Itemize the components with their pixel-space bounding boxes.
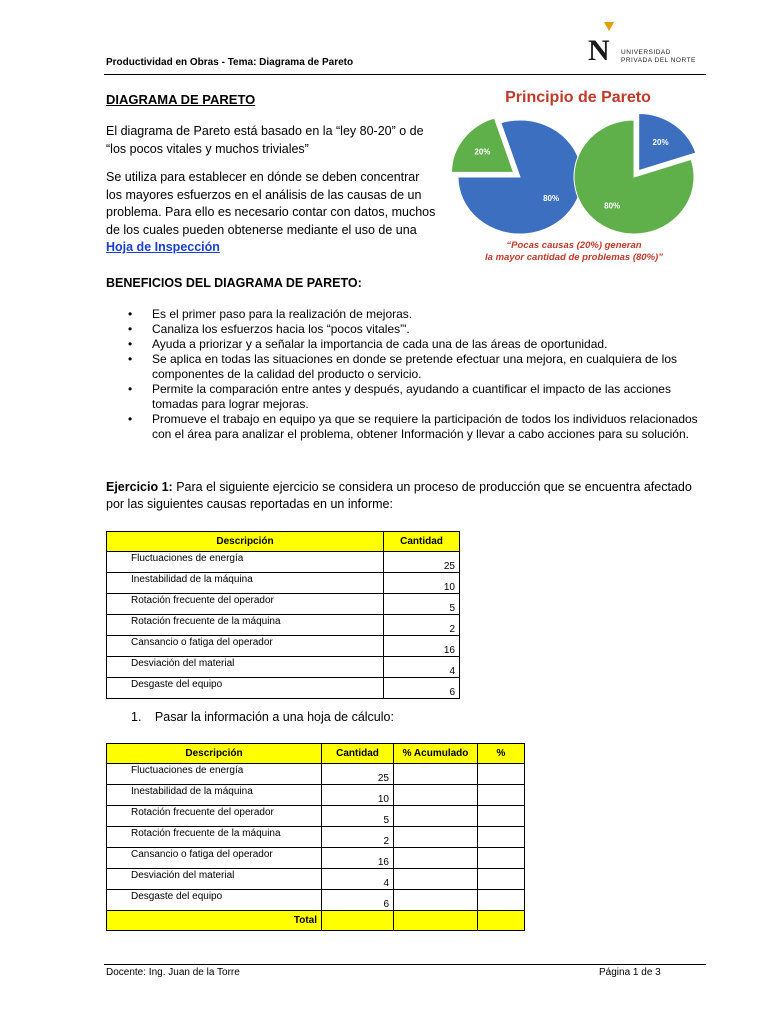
pie-label-small: 20% — [474, 147, 491, 157]
cell-desc: Desviación del material — [107, 657, 384, 678]
step-1 — [131, 710, 394, 724]
cell-qty: 4 — [384, 657, 460, 678]
cell-qty: 2 — [384, 615, 460, 636]
footer-page-number: Página 1 de 3 — [599, 967, 661, 978]
cell-qty: 6 — [322, 890, 394, 911]
cell-desc: Rotación frecuente de la máquina — [107, 615, 384, 636]
cell-acumulado[interactable] — [394, 827, 478, 848]
table-row — [107, 636, 460, 657]
hoja-inspeccion-link[interactable]: Hoja de Inspección — [106, 240, 220, 254]
cell-qty: 25 — [384, 552, 460, 573]
benefit-item: • Ayuda a priorizar y a señalar la importancia de cada una de las áreas de oportunidad. — [128, 337, 708, 352]
step-1-text: Pasar la información a una hoja de cálculo: — [154, 710, 394, 724]
pie-label-large: 80% — [604, 201, 621, 211]
cell-desc: Fluctuaciones de energía — [107, 552, 384, 573]
chart-caption-line-2: la mayor cantidad de problemas (80%)” — [485, 252, 663, 263]
benefit-item: • Es el primer paso para la realización de mejoras. — [128, 307, 708, 322]
col-header-porcentaje: % — [478, 744, 525, 764]
cell-qty: 10 — [322, 785, 394, 806]
table-row — [107, 573, 460, 594]
cell-desc: Desgaste del equipo — [107, 890, 322, 911]
table-row — [107, 552, 460, 573]
cell-desc: Rotación frecuente del operador — [107, 594, 384, 615]
table-row — [107, 806, 525, 827]
table-row — [107, 678, 460, 699]
benefit-item: • Canaliza los esfuerzos hacia los “pocos vitales”'. — [128, 322, 708, 337]
cell-acumulado[interactable] — [394, 806, 478, 827]
pareto-principle-chart — [448, 82, 708, 267]
cell-porcentaje[interactable] — [478, 848, 525, 869]
page-title: DIAGRAMA DE PARETO — [106, 92, 256, 107]
exercise-paragraph — [106, 479, 706, 512]
cell-porcentaje[interactable] — [478, 806, 525, 827]
cell-qty: 16 — [322, 848, 394, 869]
cell-desc: Cansancio o fatiga del operador — [107, 636, 384, 657]
cell-desc: Inestabilidad de la máquina — [107, 785, 322, 806]
pie-label-small: 20% — [652, 137, 669, 147]
cell-porcentaje[interactable] — [478, 764, 525, 785]
chart-caption-line-1: “Pocas causas (20%) generan — [506, 240, 642, 251]
benefit-item: • Promueve el trabajo en equipo ya que se requiere la participación de todos los individuos relacionados con el área para analizar el problema, obtener Información y llevar a cabo acciones para su solución. — [128, 412, 708, 442]
cell-qty: 6 — [384, 678, 460, 699]
col-header-cantidad: Cantidad — [322, 744, 394, 764]
table-row — [107, 890, 525, 911]
cell-qty: 5 — [384, 594, 460, 615]
benefits-title: BENEFICIOS DEL DIAGRAMA DE PARETO: — [106, 276, 362, 290]
col-header-descripcion: Descripción — [107, 532, 384, 552]
cell-desc: Rotación frecuente de la máquina — [107, 827, 322, 848]
pie-label-large: 80% — [543, 193, 560, 203]
footer-teacher: Docente: Ing. Juan de la Torre — [106, 967, 240, 978]
table-row — [107, 827, 525, 848]
total-acumulado[interactable] — [394, 911, 478, 931]
cell-acumulado[interactable] — [394, 785, 478, 806]
col-header-acumulado: % Acumulado — [394, 744, 478, 764]
intro-paragraph-2 — [106, 169, 436, 257]
total-porcentaje[interactable] — [478, 911, 525, 931]
cell-qty: 2 — [322, 827, 394, 848]
logo-mark: N — [588, 34, 610, 67]
pie-left — [452, 118, 582, 234]
table-row — [107, 657, 460, 678]
cell-desc: Desgaste del equipo — [107, 678, 384, 699]
total-row — [107, 911, 525, 931]
cell-qty: 10 — [384, 573, 460, 594]
table-row — [107, 764, 525, 785]
cell-porcentaje[interactable] — [478, 890, 525, 911]
cell-qty: 5 — [322, 806, 394, 827]
cell-porcentaje[interactable] — [478, 785, 525, 806]
cell-desc: Desviación del material — [107, 869, 322, 890]
pie-right — [574, 114, 696, 234]
cell-porcentaje[interactable] — [478, 827, 525, 848]
col-header-descripcion: Descripción — [107, 744, 322, 764]
header-title: Productividad en Obras - Tema: Diagrama de Pareto — [106, 57, 354, 68]
cell-desc: Inestabilidad de la máquina — [107, 573, 384, 594]
exercise-text: Para el siguiente ejercicio se considera un proceso de producción que se encuentra afectado por las siguientes causas reportadas en un informe: — [106, 480, 692, 511]
cell-porcentaje[interactable] — [478, 869, 525, 890]
exercise-label: Ejercicio 1: — [106, 480, 173, 494]
cell-desc: Cansancio o fatiga del operador — [107, 848, 322, 869]
spreadsheet-table — [106, 743, 525, 931]
footer-divider — [104, 964, 706, 965]
cell-qty: 25 — [322, 764, 394, 785]
total-qty[interactable] — [322, 911, 394, 931]
step-1-number: 1. — [131, 710, 142, 724]
cell-desc: Rotación frecuente del operador — [107, 806, 322, 827]
cell-acumulado[interactable] — [394, 890, 478, 911]
table-row — [107, 615, 460, 636]
cell-qty: 16 — [384, 636, 460, 657]
logo-triangle-icon — [604, 22, 614, 31]
cell-qty: 4 — [322, 869, 394, 890]
cell-acumulado[interactable] — [394, 848, 478, 869]
causes-table — [106, 531, 460, 699]
table-row — [107, 869, 525, 890]
col-header-cantidad: Cantidad — [384, 532, 460, 552]
total-label: Total — [107, 911, 322, 931]
university-logo-text — [621, 49, 696, 64]
table-row — [107, 785, 525, 806]
cell-acumulado[interactable] — [394, 764, 478, 785]
cell-desc: Fluctuaciones de energía — [107, 764, 322, 785]
intro-paragraph-1: El diagrama de Pareto está basado en la “ley 80-20” o de “los pocos vitales y muchos triviales” — [106, 124, 424, 156]
benefit-item: • Permite la comparación entre antes y después, ayudando a cuantificar el impacto de las acciones tomadas para lograr mejoras. — [128, 382, 708, 412]
cell-acumulado[interactable] — [394, 869, 478, 890]
header-divider — [104, 74, 706, 75]
table-row — [107, 848, 525, 869]
intro-paragraph-2-text: Se utiliza para establecer en dónde se deben concentrar los mayores esfuerzos en el análisis de las causas de un problema. Para ello es necesario contar con datos, muchos de los cuales pueden obtenerse mediante el uso de una — [106, 170, 436, 237]
chart-title: Principio de Pareto — [505, 89, 651, 106]
logo-line-1: UNIVERSIDAD — [621, 49, 671, 56]
logo-line-2: PRIVADA DEL NORTE — [621, 56, 696, 64]
benefits-list — [128, 307, 708, 442]
table-row — [107, 594, 460, 615]
benefit-item: • Se aplica en todas las situaciones en donde se pretende efectuar una mejora, en cualquiera de los componentes de la calidad del producto o servicio. — [128, 352, 708, 382]
